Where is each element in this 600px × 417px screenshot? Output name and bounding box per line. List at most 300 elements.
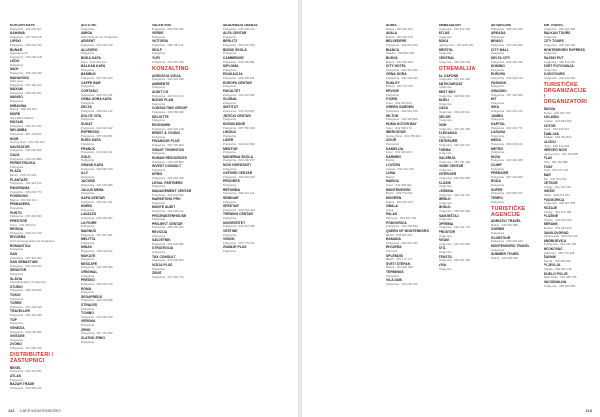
entry-name: RITAM — [438, 238, 449, 243]
entry-detail: Stari grad — [10, 79, 23, 84]
entry-detail: Podgorica · 069 112 440 — [543, 59, 575, 64]
entry-detail: Podgorica — [10, 99, 24, 104]
entry-name: TOKIO — [10, 293, 21, 297]
directory-entry — [439, 116, 486, 123]
entry-detail: Podgorica — [152, 266, 166, 271]
directory-entry — [81, 73, 146, 80]
directory-entry — [152, 107, 217, 114]
directory-entry — [152, 99, 217, 106]
directory-entry — [10, 335, 75, 342]
directory-entry — [544, 57, 591, 64]
entry-detail: Kotor · 032 333 200 — [386, 150, 412, 155]
directory-entry — [386, 279, 433, 286]
entry-detail: Podgorica · 020 233 008 — [81, 298, 113, 303]
entry-detail: Podgorica — [81, 290, 95, 295]
directory-entry — [81, 65, 146, 72]
entry-name: SEGAFREDO — [81, 294, 103, 299]
entry-detail: Herceg Novi · 031 355 000 — [386, 133, 421, 138]
directory-entry — [223, 180, 288, 187]
entry-detail: Podgorica — [81, 339, 95, 344]
entry-name: MONTENEGRO EXPRESS — [543, 47, 585, 52]
directory-entry — [544, 223, 591, 230]
entry-name: NELUMBA — [10, 128, 27, 133]
entry-name: SAN SEBASTIAN — [10, 260, 38, 265]
entry-name: TRENING CENTAR — [223, 212, 253, 217]
entry-detail: Podgorica — [438, 250, 452, 255]
directory-entry — [81, 271, 146, 278]
entry-name: MOGREN — [386, 195, 402, 200]
directory-entry — [10, 68, 75, 75]
directory-entry — [81, 180, 146, 187]
directory-entry — [81, 49, 146, 56]
directory-entry — [386, 82, 433, 89]
entry-name: ESPRESSO — [81, 130, 100, 135]
entry-detail: Podgorica — [223, 133, 237, 138]
directory-entry — [439, 32, 486, 39]
directory-entry — [223, 106, 288, 113]
entry-name: LAVAZZA — [81, 212, 97, 217]
entry-name: ZENIT — [152, 271, 162, 276]
directory-entry — [81, 329, 146, 336]
entry-name: MIRAVINA — [10, 103, 27, 108]
entry-detail: Podgorica — [491, 84, 505, 89]
entry-name: CRNA GORA KAFA — [81, 97, 112, 102]
entry-name: KIMBO — [81, 204, 93, 209]
entry-detail: Podgorica · 069 212 121 — [223, 191, 255, 196]
directory-entry — [10, 40, 75, 47]
entry-detail: Podgorica · 020 224 517 — [10, 26, 42, 31]
entry-name: MOJKOVAC — [543, 247, 563, 252]
directory-entry — [544, 273, 591, 280]
directory-entry — [10, 154, 75, 161]
directory-entry — [10, 170, 75, 177]
entry-detail: Podgorica · 020 441 500 — [386, 67, 418, 72]
directory-entry — [81, 164, 146, 171]
directory-entry — [544, 65, 591, 72]
directory-entry — [386, 40, 433, 47]
entry-detail: Podgorica — [152, 217, 166, 222]
directory-entry — [81, 230, 146, 237]
directory-entry — [81, 312, 146, 319]
entry-name: NOIR — [10, 136, 19, 141]
directory-entry — [223, 24, 288, 31]
entry-name: CAFFE BAR — [81, 80, 101, 85]
entry-name: BAR — [543, 172, 551, 177]
entry-name: TAX CONSULT — [152, 254, 176, 259]
directory-column — [491, 24, 538, 401]
entry-detail: Podgorica · 067 556 020 — [223, 125, 255, 130]
entry-detail: Podgorica · 067 302 118 — [10, 34, 42, 39]
entry-name: BEXEL — [10, 365, 22, 370]
entry-name: HILTON — [386, 113, 399, 118]
entry-name: ZRNO — [81, 327, 91, 332]
entry-name: EKONOMIK — [152, 122, 171, 127]
entry-name: RIVIJERA — [386, 245, 402, 250]
entry-name: CENTRAL — [438, 55, 455, 60]
directory-entry — [10, 245, 75, 252]
entry-name: LESNINA — [438, 188, 454, 193]
entry-name: MODUL — [438, 205, 451, 210]
entry-name: POSEIDON — [10, 194, 28, 199]
entry-detail: Podgorica · 020 234 567 — [81, 216, 113, 221]
directory-entry — [81, 82, 146, 89]
section-heading: TURISTIČKE AGENCIJE — [491, 205, 526, 218]
entry-detail: Kotor · 032 325 062 — [386, 183, 412, 188]
entry-detail: Kotor · 032 660 170 — [386, 125, 412, 130]
entry-detail: Podgorica — [386, 141, 400, 146]
entry-name: ALFA CENTAR — [223, 31, 247, 36]
entry-name: PRESTIGE — [10, 218, 28, 223]
entry-name: MEBLO — [438, 197, 451, 202]
entry-detail: Podgorica · 020 232 221 — [438, 143, 471, 148]
entry-name: DANILOVGRAD — [543, 230, 569, 235]
entry-name: PRIMAVERA — [10, 202, 30, 207]
directory-entry — [439, 57, 486, 64]
directory-entry — [439, 83, 486, 90]
entry-name: AVALA — [386, 31, 398, 36]
entry-detail: Kolašin · 020 863 000 — [386, 51, 415, 56]
directory-entry — [152, 32, 217, 39]
entry-detail: Plužine · 040 270 060 — [543, 217, 572, 222]
entry-name: CITY MALL — [491, 47, 509, 52]
directory-entry — [386, 139, 433, 146]
directory-entry — [439, 132, 486, 139]
entry-name: LEGAL PARTNERS — [152, 180, 183, 185]
left-page-title: CAFÉ MONTENEGRO — [19, 408, 61, 413]
directory-entry — [81, 40, 146, 47]
directory-entry — [439, 206, 486, 213]
directory-entry — [10, 105, 75, 112]
directory-entry — [10, 77, 75, 87]
entry-name: MENTOR — [223, 146, 238, 151]
entry-name: GRANT THORNTON — [152, 147, 184, 152]
entry-name: ENTERIJER — [438, 139, 458, 144]
entry-name: DELOITTE — [152, 114, 169, 119]
entry-name: HUMAN RESOURCES — [152, 155, 187, 160]
directory-entry — [10, 212, 75, 219]
directory-entry — [81, 337, 146, 344]
directory-entry — [81, 115, 146, 122]
entry-name: SUMMER TOURS — [491, 252, 519, 257]
entry-detail: Podgorica · 069 220 404 — [152, 225, 184, 230]
directory-entry — [223, 156, 288, 163]
entry-detail: Podgorica · 020 230 115 — [543, 43, 575, 48]
entry-detail: Podgorica — [438, 85, 452, 90]
entry-detail: Podgorica — [386, 92, 400, 97]
directory-entry — [152, 223, 217, 230]
directory-entry — [491, 164, 538, 171]
directory-entry — [544, 256, 591, 263]
entry-detail: Budva · 033 420 000 — [386, 265, 413, 270]
entry-detail: Podgorica · 067 320 320 — [438, 241, 471, 246]
entry-name: PRESSO — [81, 278, 96, 283]
entry-name: SAN — [10, 251, 18, 256]
directory-entry — [10, 327, 75, 334]
entry-detail: Podgorica · 020 245 110 — [223, 26, 255, 31]
entry-detail: Podgorica · 020 230 120 — [81, 281, 113, 286]
entry-name: LEDO — [10, 59, 20, 64]
directory-entry — [81, 90, 146, 97]
entry-name: TEMPO — [491, 195, 503, 200]
entry-detail: Budva · 068 118 220 — [10, 107, 37, 112]
entry-detail: Podgorica · 069 240 313 — [10, 43, 42, 48]
entry-detail: Budva · 033 451 500 — [386, 59, 413, 64]
directory-entry — [439, 149, 486, 156]
directory-entry — [491, 82, 538, 89]
entry-detail: Podgorica — [438, 184, 452, 189]
entry-name: DOMINO — [491, 64, 505, 69]
entry-detail: Podgorica · 067 222 909 — [491, 174, 523, 179]
directory-entry — [544, 116, 591, 123]
entry-name: AIR TRAVEL — [543, 24, 564, 27]
entry-name: BAZAR TRADE — [10, 382, 35, 387]
entry-detail: Podgorica — [152, 134, 166, 139]
directory-entry — [223, 213, 288, 220]
entry-detail: Podgorica — [152, 200, 166, 205]
directory-entry — [491, 139, 538, 146]
entry-detail: Podgorica · 020 232 119 — [491, 76, 523, 81]
entry-detail: Podgorica — [438, 151, 452, 156]
directory-entry — [10, 278, 75, 285]
entry-name: AMIGA — [81, 31, 93, 36]
entry-name: IDEA — [491, 105, 500, 110]
directory-entry — [81, 139, 146, 146]
entry-name: DOLCE VITA — [81, 113, 102, 118]
entry-detail: Podgorica — [491, 117, 505, 122]
directory-entry — [81, 246, 146, 253]
entry-detail: Nikšić · 040 213 262 — [543, 193, 570, 198]
entry-name: INVEST CONSULT — [152, 164, 182, 169]
entry-detail: Podgorica — [438, 34, 452, 39]
directory-entry — [386, 246, 433, 253]
entry-name: MODERNA ŠKOLA — [223, 154, 254, 159]
entry-detail: Podgorica · 020 620 100 — [386, 281, 418, 286]
entry-detail: Rožaje · 051 270 158 — [543, 209, 572, 214]
directory-entry — [81, 213, 146, 220]
entry-name: ROMA — [81, 286, 92, 291]
entry-detail: Podgorica · 020 244 444 — [223, 207, 255, 212]
entry-detail: Bijelo Polje · 050 484 795 — [543, 275, 577, 280]
entry-name: INTERIJER — [438, 172, 457, 177]
entry-detail: Podgorica — [81, 51, 95, 56]
entry-name: STRATEGIJA — [152, 246, 174, 251]
directory-entry — [152, 173, 217, 180]
entry-name: ŽABLJAK — [543, 131, 560, 136]
entry-name: BALKAN TOURS — [543, 31, 571, 36]
directory-entry — [386, 148, 433, 155]
entry-detail: Podgorica · 067 101 202 — [81, 331, 113, 336]
entry-detail: Podgorica — [438, 200, 452, 205]
entry-detail: Podgorica — [81, 141, 95, 146]
entry-detail: Podgorica · 020 272 100 — [438, 26, 471, 31]
entry-name: GLOBTOUR — [491, 235, 511, 240]
entry-name: QUEEN OF MONTENEGRO — [386, 228, 430, 233]
directory-entry — [10, 88, 75, 95]
entry-name: KAMELIJA — [386, 146, 404, 151]
directory-entry — [386, 49, 433, 56]
entry-detail: Podgorica · 067 004 990 — [10, 214, 42, 219]
directory-entry — [386, 238, 433, 245]
directory-entry — [386, 123, 433, 130]
directory-entry — [386, 255, 433, 262]
entry-detail: Ulica Mitra Bakića — [10, 115, 34, 120]
entry-detail: Herceg Novi · 031 345 100 — [438, 43, 474, 48]
directory-entry — [491, 40, 538, 47]
entry-detail: Podgorica — [223, 100, 237, 105]
entry-name: BUNAR — [10, 47, 23, 52]
entry-detail: Podgorica · 020 244 332 — [152, 192, 184, 197]
directory-entry — [152, 165, 217, 172]
directory-entry — [10, 319, 75, 326]
entry-detail: Žabljak · 052 361 802 — [543, 135, 572, 140]
entry-name: KARMEN — [386, 154, 401, 159]
directory-entry — [439, 91, 486, 98]
entry-detail: Podgorica — [223, 232, 237, 237]
entry-name: BALKAN KAFA — [81, 64, 106, 69]
directory-entry — [152, 206, 217, 213]
entry-detail: Budva · 033 770 700 — [386, 84, 413, 89]
directory-entry — [223, 164, 288, 171]
entry-detail: Podgorica — [438, 51, 452, 56]
entry-name: GRAND KAFA — [81, 162, 104, 167]
entry-detail: Bečići · 033 662 662 — [386, 232, 413, 237]
directory-entry — [10, 203, 75, 210]
directory-entry — [10, 375, 75, 382]
entry-detail: Podgorica · 020 222 919 — [223, 174, 255, 179]
directory-entry — [152, 140, 217, 147]
entry-name: YUPI — [152, 55, 160, 60]
directory-entry — [544, 40, 591, 47]
entry-detail: Herceg Novi · 031 350 820 — [543, 151, 579, 156]
directory-entry — [223, 238, 288, 245]
directory-entry — [223, 123, 288, 130]
entry-name: NOVA — [491, 154, 501, 159]
entry-detail: Budva · 033 402 101 — [10, 197, 37, 202]
entry-name: HIT — [491, 97, 497, 102]
directory-entry — [439, 75, 486, 82]
directory-entry — [10, 32, 75, 39]
entry-detail: Podgorica — [10, 247, 24, 252]
entry-detail: Podgorica · 020 232 442 — [81, 125, 113, 130]
directory-entry — [10, 49, 75, 59]
entry-name: BOKA KAFA — [81, 55, 101, 60]
entry-detail: Podgorica · 067 203 004 — [152, 143, 184, 148]
entry-name: ARKADA — [491, 31, 506, 36]
entry-detail: Podgorica · 067 001 330 — [152, 59, 184, 64]
entry-detail: Bečići · 033 773 003 — [386, 191, 413, 196]
directory-entry — [544, 73, 591, 80]
entry-detail: Podgorica — [152, 34, 166, 39]
entry-name: MAHAGONI — [10, 75, 29, 80]
directory-entry — [152, 182, 217, 189]
entry-name: BUDVA — [386, 55, 398, 60]
entry-name: LOVĆEN — [386, 162, 401, 167]
entry-detail: Podgorica · 020 441 110 — [491, 109, 523, 114]
entry-detail: Podgorica · 069 112 002 — [81, 249, 113, 254]
directory-entry — [386, 263, 433, 270]
entry-detail: Podgorica — [81, 100, 95, 105]
entry-detail: Podgorica · 020 224 118 — [152, 126, 184, 131]
directory-entry — [10, 121, 75, 128]
entry-name: ADRIA — [386, 24, 397, 27]
entry-name: AKVARIJUM — [491, 24, 511, 27]
directory-entry — [439, 124, 486, 131]
directory-entry — [491, 49, 538, 56]
entry-detail: Podgorica · 067 770 112 — [223, 240, 255, 245]
entry-detail: Podgorica · 020 660 550 — [438, 176, 471, 181]
entry-detail: Podgorica · 020 622 222 — [386, 240, 418, 245]
entry-detail: Podgorica · 069 203 770 — [10, 189, 42, 194]
entry-name: FRANCK — [81, 146, 96, 151]
entry-name: ELEGANZA — [438, 131, 458, 136]
entry-name: RAJSKI PUT — [543, 55, 564, 60]
entry-detail: Podgorica — [223, 216, 237, 221]
entry-detail: Podgorica · 069 333 123 — [491, 141, 523, 146]
entry-detail: Podgorica · 020 224 000 — [152, 77, 184, 82]
entry-name: JACOBS — [81, 179, 96, 184]
entry-detail: Podgorica · 020 202 020 — [81, 314, 113, 319]
directory-entry — [386, 189, 433, 196]
directory-entry — [223, 148, 288, 155]
directory-entry — [491, 98, 538, 105]
entry-detail: Ulica Slobode 12, Podgorica — [81, 34, 118, 39]
entry-name: VISION — [223, 237, 235, 242]
entry-name: TIVAT — [543, 164, 553, 169]
directory-entry — [439, 223, 486, 230]
entry-detail: Podgorica — [491, 67, 505, 72]
directory-entry — [386, 73, 433, 80]
directory-entry — [152, 264, 217, 271]
entry-name: SVETI STEFAN — [386, 261, 411, 266]
entry-name: LUNA — [386, 171, 396, 176]
entry-name: TOP — [10, 317, 17, 322]
entry-detail: Andrijevica · 051 243 165 — [543, 242, 577, 247]
directory-entry — [491, 115, 538, 122]
entry-detail: Podgorica — [81, 191, 95, 196]
entry-detail: Podgorica — [10, 271, 24, 276]
entry-detail: Podgorica — [386, 273, 400, 278]
entry-name: MOKATE — [81, 253, 96, 258]
entry-name: JEZIČKI CENTAR — [223, 113, 251, 118]
right-page-columns — [386, 24, 590, 401]
entry-detail: Podgorica — [81, 323, 95, 328]
directory-entry — [386, 156, 433, 163]
directory-entry — [10, 236, 75, 243]
entry-detail: Podgorica — [223, 249, 237, 254]
directory-entry — [10, 195, 75, 202]
entry-name: ZNANJE PLUS — [223, 245, 247, 250]
entry-detail: Podgorica · 020 230 707 — [223, 158, 255, 163]
entry-detail: Podgorica · 020 241 000 — [223, 92, 255, 97]
directory-entry — [10, 302, 75, 309]
directory-entry — [491, 65, 538, 72]
entry-name: CITY TOURS — [543, 39, 564, 44]
right-page — [302, 0, 600, 417]
entry-detail: Podgorica · 067 550 012 — [10, 346, 42, 351]
entry-name: AUTO BIT — [81, 24, 97, 27]
entry-name: MANAGEMENT CENTAR — [152, 188, 192, 193]
entry-name: FASHION — [491, 80, 507, 85]
entry-name: INSTITUT — [223, 105, 239, 110]
directory-entry — [10, 113, 75, 120]
directory-entry — [152, 247, 217, 254]
entry-name: CETINJE — [543, 181, 558, 186]
entry-detail: Podgorica — [152, 233, 166, 238]
entry-name: VERONA — [81, 319, 96, 324]
directory-column — [223, 24, 288, 401]
entry-detail: Podgorica — [81, 207, 95, 212]
entry-name: LIPSKI — [10, 39, 21, 44]
